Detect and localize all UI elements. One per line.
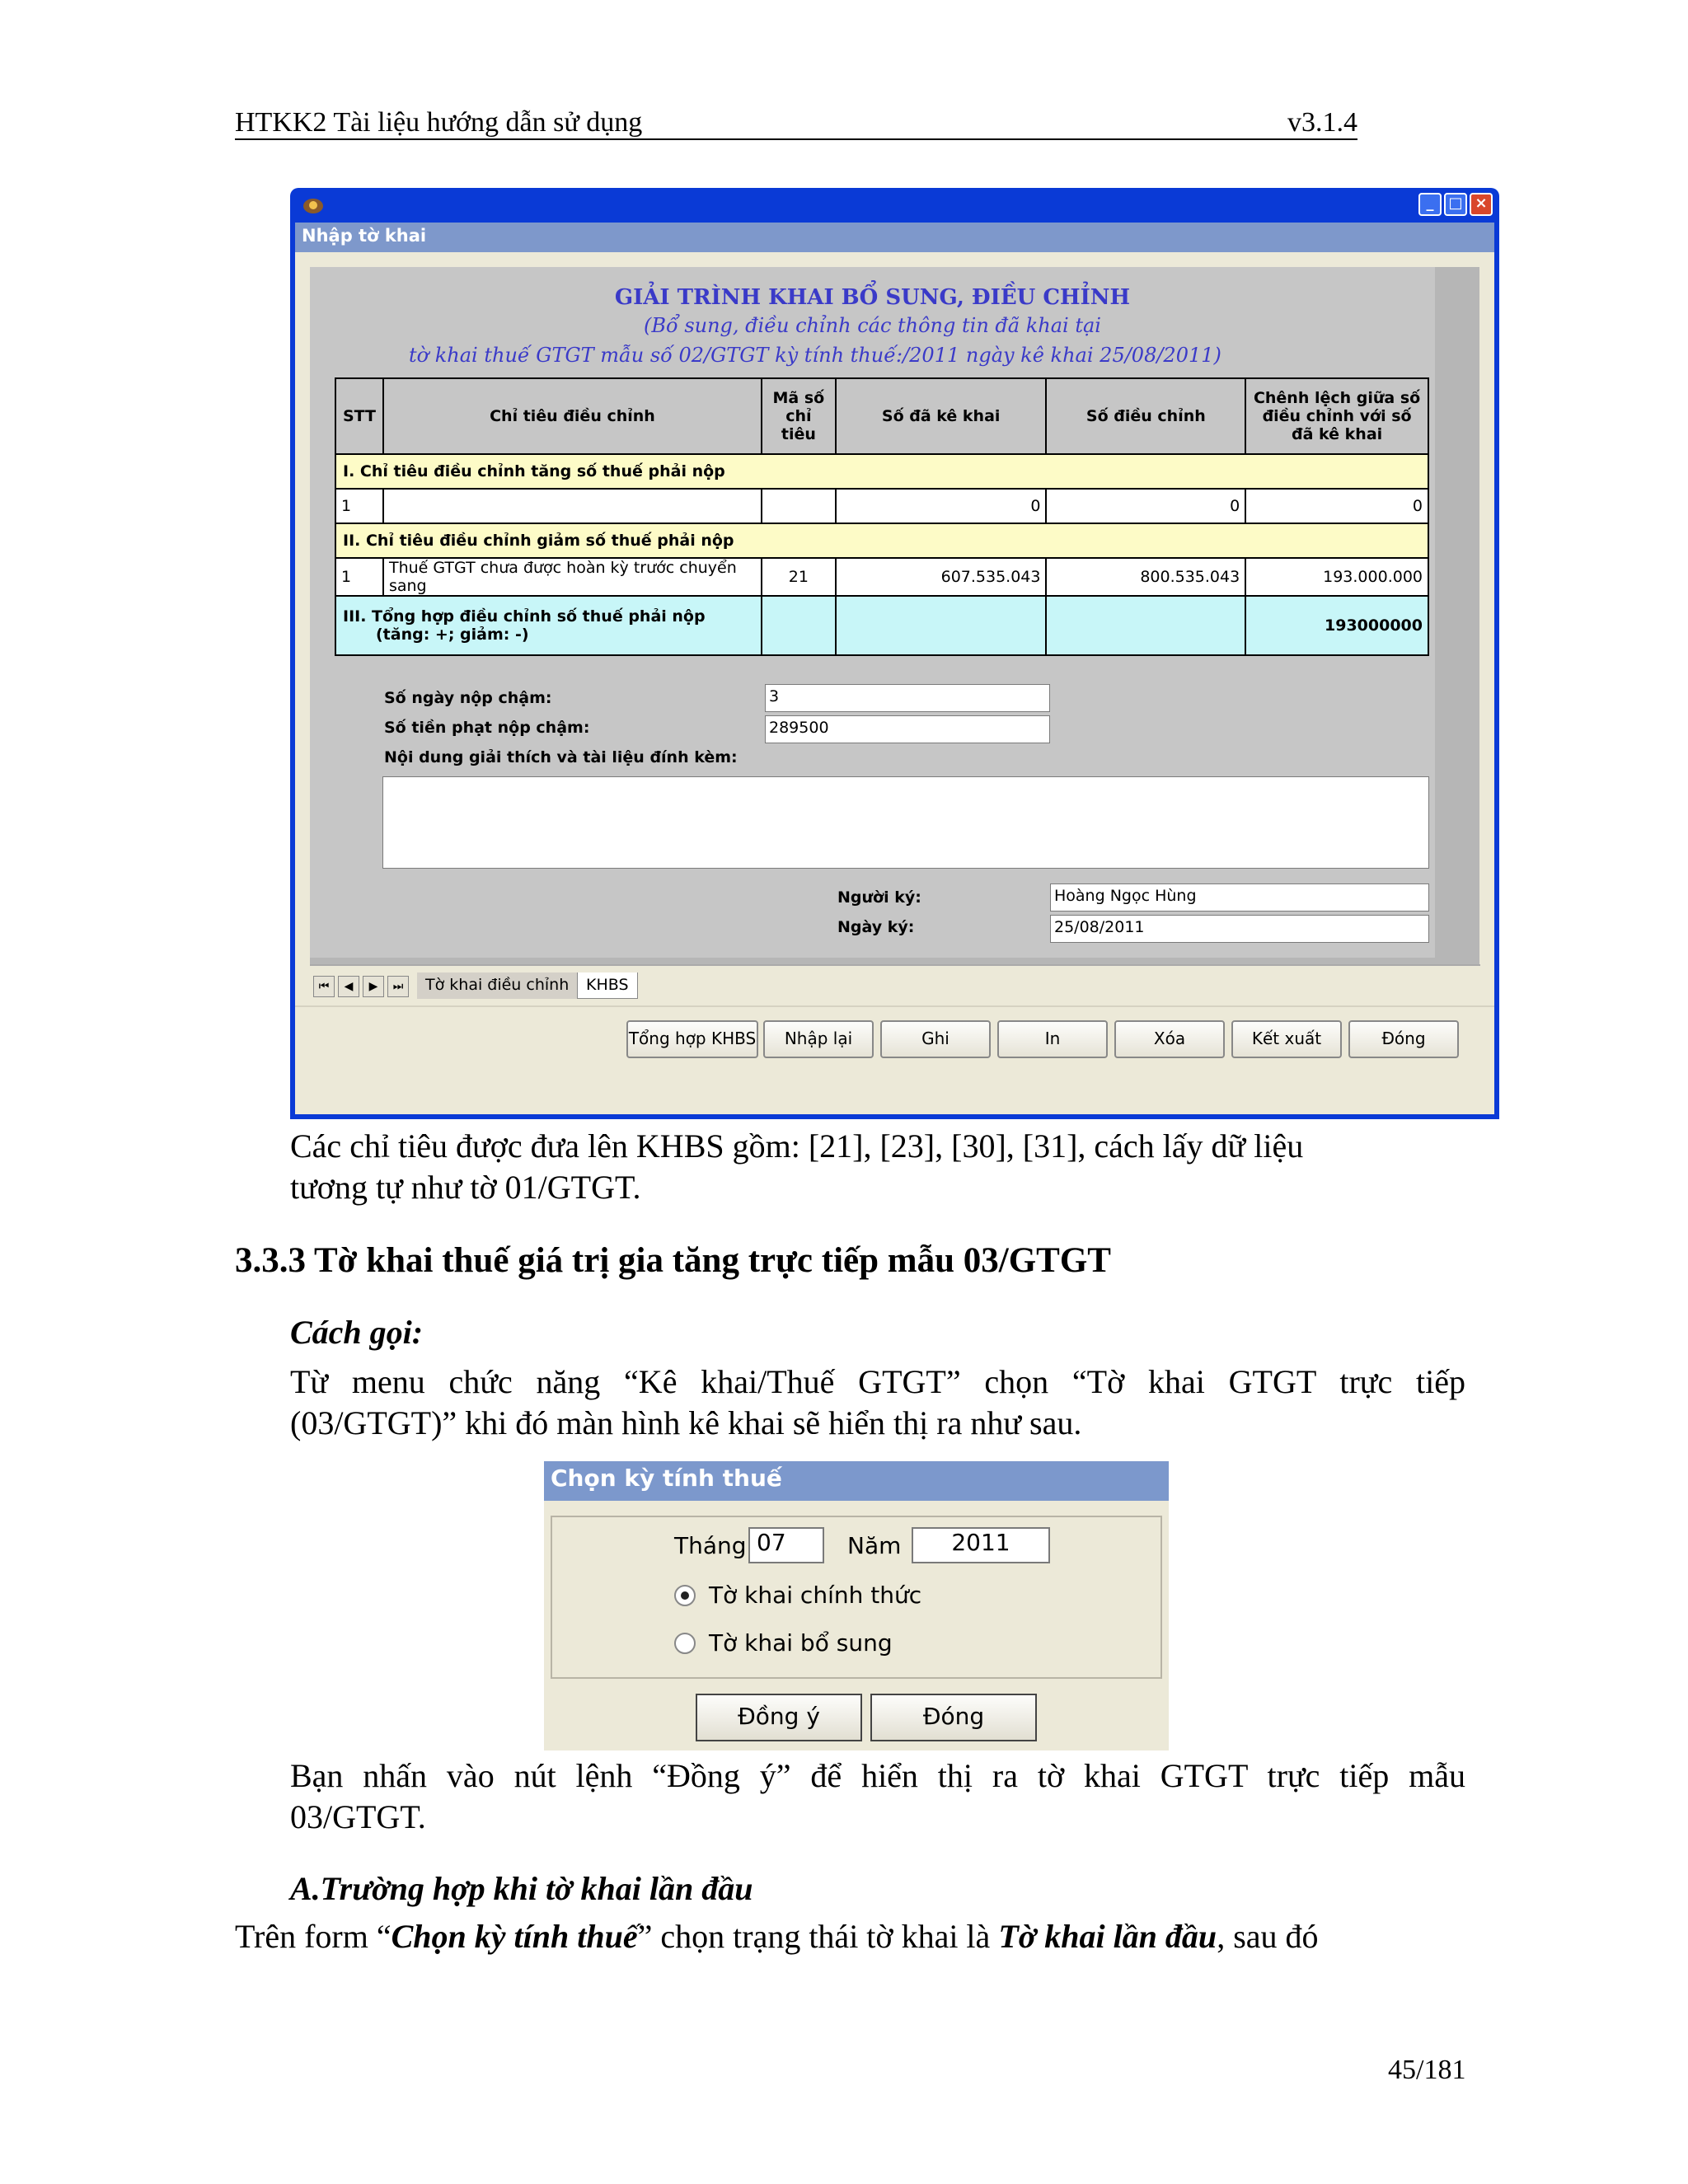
window-controls <box>1418 193 1493 216</box>
agree-button[interactable]: Đồng ý <box>696 1694 862 1741</box>
p4-part-c: ” chọn trạng thái tờ khai là <box>637 1918 999 1955</box>
last-sheet-icon[interactable]: ⏭ <box>387 976 409 997</box>
official-label: Tờ khai chính thức <box>709 1582 922 1609</box>
save-button[interactable]: Ghi <box>880 1020 991 1058</box>
total-empty-1 <box>762 596 836 655</box>
minimize-icon[interactable]: _ <box>1418 193 1442 216</box>
adjustment-table <box>335 377 1429 656</box>
col-declared: Số đã kê khai <box>836 378 1047 454</box>
cell-declared[interactable]: 607.535.043 <box>836 558 1047 596</box>
sign-date-input[interactable]: 25/08/2011 <box>1050 915 1429 943</box>
cell-diff: 0 <box>1245 489 1428 523</box>
tab-adjusted-declaration[interactable]: Tờ khai điều chỉnh <box>417 972 577 999</box>
section-increase-label: I. Chỉ tiêu điều chỉnh tăng số thuế phải nộp <box>335 454 1428 489</box>
cell-diff: 193.000.000 <box>1245 558 1428 596</box>
total-empty-3 <box>1046 596 1245 655</box>
next-sheet-icon[interactable]: ▶ <box>363 976 384 997</box>
total-title: III. Tổng hợp điều chỉnh số thuế phải nộp <box>343 607 706 626</box>
section-decrease-label: II. Chỉ tiêu điều chỉnh giảm số thuế phải nộp <box>335 523 1428 558</box>
action-bar <box>295 1005 1494 1114</box>
delete-button[interactable]: Xóa <box>1114 1020 1225 1058</box>
header-version: v3.1.4 <box>1287 107 1357 138</box>
declaration-sheet <box>310 267 1435 958</box>
section-increase <box>335 454 1428 489</box>
header-doc-title: HTKK2 Tài liệu hướng dẫn sử dụng <box>235 107 643 138</box>
close-icon[interactable]: × <box>1470 193 1493 216</box>
table-row <box>335 558 1428 596</box>
paragraph-khbs-line1: Các chỉ tiêu được đưa lên KHBS gồm: [21], [23], [30], [31], cách lấy dữ liệu <box>290 1127 1304 1165</box>
cell-declared[interactable]: 0 <box>836 489 1047 523</box>
explain-label: Nội dung giải thích và tài liệu đính kèm: <box>384 748 738 766</box>
cell-code[interactable] <box>762 489 836 523</box>
month-label: Tháng <box>674 1532 747 1559</box>
doc-subtitle-2: tờ khai thuế GTGT mẫu số 02/GTGT kỳ tính thuế:/2011 ngày kê khai 25/08/2011) <box>409 344 1221 367</box>
maximize-icon[interactable]: □ <box>1444 193 1467 216</box>
year-input[interactable]: 2011 <box>912 1527 1050 1563</box>
first-sheet-icon[interactable]: ⏮ <box>313 976 335 997</box>
paragraph-first-time <box>235 1916 1319 1957</box>
cell-stt: 1 <box>335 558 383 596</box>
table-row <box>335 489 1428 523</box>
col-diff: Chênh lệch giữa số điều chỉnh với số đã kê khai <box>1245 378 1428 454</box>
tab-khbs[interactable]: KHBS <box>577 972 638 999</box>
select-tax-period-dialog <box>544 1461 1169 1750</box>
official-radio[interactable] <box>674 1585 696 1606</box>
reset-button[interactable]: Nhập lại <box>763 1020 874 1058</box>
total-label <box>335 596 762 655</box>
signer-input[interactable]: Hoàng Ngọc Hùng <box>1050 883 1429 912</box>
summary-khbs-button[interactable]: Tổng hợp KHBS <box>626 1020 758 1058</box>
cell-item[interactable]: Thuế GTGT chưa được hoàn kỳ trước chuyển sang <box>383 558 762 596</box>
penalty-input[interactable]: 289500 <box>765 715 1050 743</box>
export-button[interactable]: Kết xuất <box>1231 1020 1342 1058</box>
supplement-radio[interactable] <box>674 1633 696 1654</box>
paragraph-menu-line1: Từ menu chức năng “Kê khai/Thuế GTGT” chọn “Tờ khai GTGT trực tiếp <box>290 1363 1465 1400</box>
dialog-title: Chọn kỳ tính thuế <box>544 1461 1169 1501</box>
print-button[interactable]: In <box>997 1020 1108 1058</box>
dialog-close-button[interactable]: Đóng <box>870 1694 1037 1741</box>
supplement-label: Tờ khai bổ sung <box>709 1629 893 1657</box>
window-titlebar <box>295 188 1494 223</box>
month-input[interactable]: 07 <box>748 1527 824 1563</box>
cell-stt: 1 <box>335 489 383 523</box>
sheet-container <box>310 267 1479 964</box>
total-empty-2 <box>836 596 1047 655</box>
late-days-label: Số ngày nộp chậm: <box>384 689 552 707</box>
col-code: Mã số chỉ tiêu <box>762 378 836 454</box>
page-header <box>235 107 1357 140</box>
p4-part-e: , sau đó <box>1217 1918 1319 1955</box>
total-note: (tăng: +; giảm: -) <box>376 626 529 644</box>
late-days-input[interactable]: 3 <box>765 684 1050 712</box>
total-row <box>335 596 1428 655</box>
col-item: Chỉ tiêu điều chỉnh <box>383 378 762 454</box>
section-heading: 3.3.3 Tờ khai thuế giá trị gia tăng trực tiếp mẫu 03/GTGT <box>235 1241 1111 1280</box>
dialog-panel <box>551 1516 1162 1679</box>
cell-adjusted[interactable]: 0 <box>1046 489 1245 523</box>
app-icon <box>302 194 325 216</box>
doc-title: GIẢI TRÌNH KHAI BỔ SUNG, ĐIỀU CHỈNH <box>614 285 1131 310</box>
cell-adjusted[interactable]: 800.535.043 <box>1046 558 1245 596</box>
cell-item[interactable] <box>383 489 762 523</box>
paragraph-khbs-line2: tương tự như tờ 01/GTGT. <box>290 1169 641 1206</box>
explain-textarea[interactable] <box>382 776 1429 869</box>
declaration-window <box>290 188 1499 1119</box>
p4-form-name: Chọn kỳ tính thuế <box>391 1918 638 1955</box>
first-time-subheading: A.Trường hợp khi tờ khai lần đầu <box>290 1870 753 1907</box>
paragraph-agree-line1: Bạn nhấn vào nút lệnh “Đồng ý” để hiển thị ra tờ khai GTGT trực tiếp mẫu <box>290 1757 1465 1794</box>
table-header-row <box>335 378 1428 454</box>
signer-label: Người ký: <box>837 888 921 907</box>
paragraph-agree-line2: 03/GTGT. <box>290 1798 426 1835</box>
col-stt: STT <box>335 378 383 454</box>
window-title: Nhập tờ khai <box>295 223 1494 252</box>
page-number: 45/181 <box>1388 2055 1466 2085</box>
col-adjusted: Số điều chỉnh <box>1046 378 1245 454</box>
total-value: 193000000 <box>1245 596 1428 655</box>
p4-part-a: Trên form “ <box>235 1918 392 1955</box>
window-body <box>295 223 1494 1114</box>
sheet-tabbar <box>310 964 1480 1005</box>
sign-date-label: Ngày ký: <box>837 918 915 936</box>
cell-code[interactable]: 21 <box>762 558 836 596</box>
section-decrease <box>335 523 1428 558</box>
paragraph-menu-line2: (03/GTGT)” khi đó màn hình kê khai sẽ hiển thị ra như sau. <box>290 1404 1082 1441</box>
year-label: Năm <box>847 1532 902 1559</box>
close-button[interactable]: Đóng <box>1348 1020 1459 1058</box>
penalty-label: Số tiền phạt nộp chậm: <box>384 719 590 737</box>
doc-subtitle: (Bổ sung, điều chỉnh các thông tin đã khai tại <box>644 314 1101 337</box>
prev-sheet-icon[interactable]: ◀ <box>338 976 359 997</box>
how-to-call-heading: Cách gọi: <box>290 1314 424 1351</box>
p4-status-name: Tờ khai lần đầu <box>998 1918 1217 1955</box>
